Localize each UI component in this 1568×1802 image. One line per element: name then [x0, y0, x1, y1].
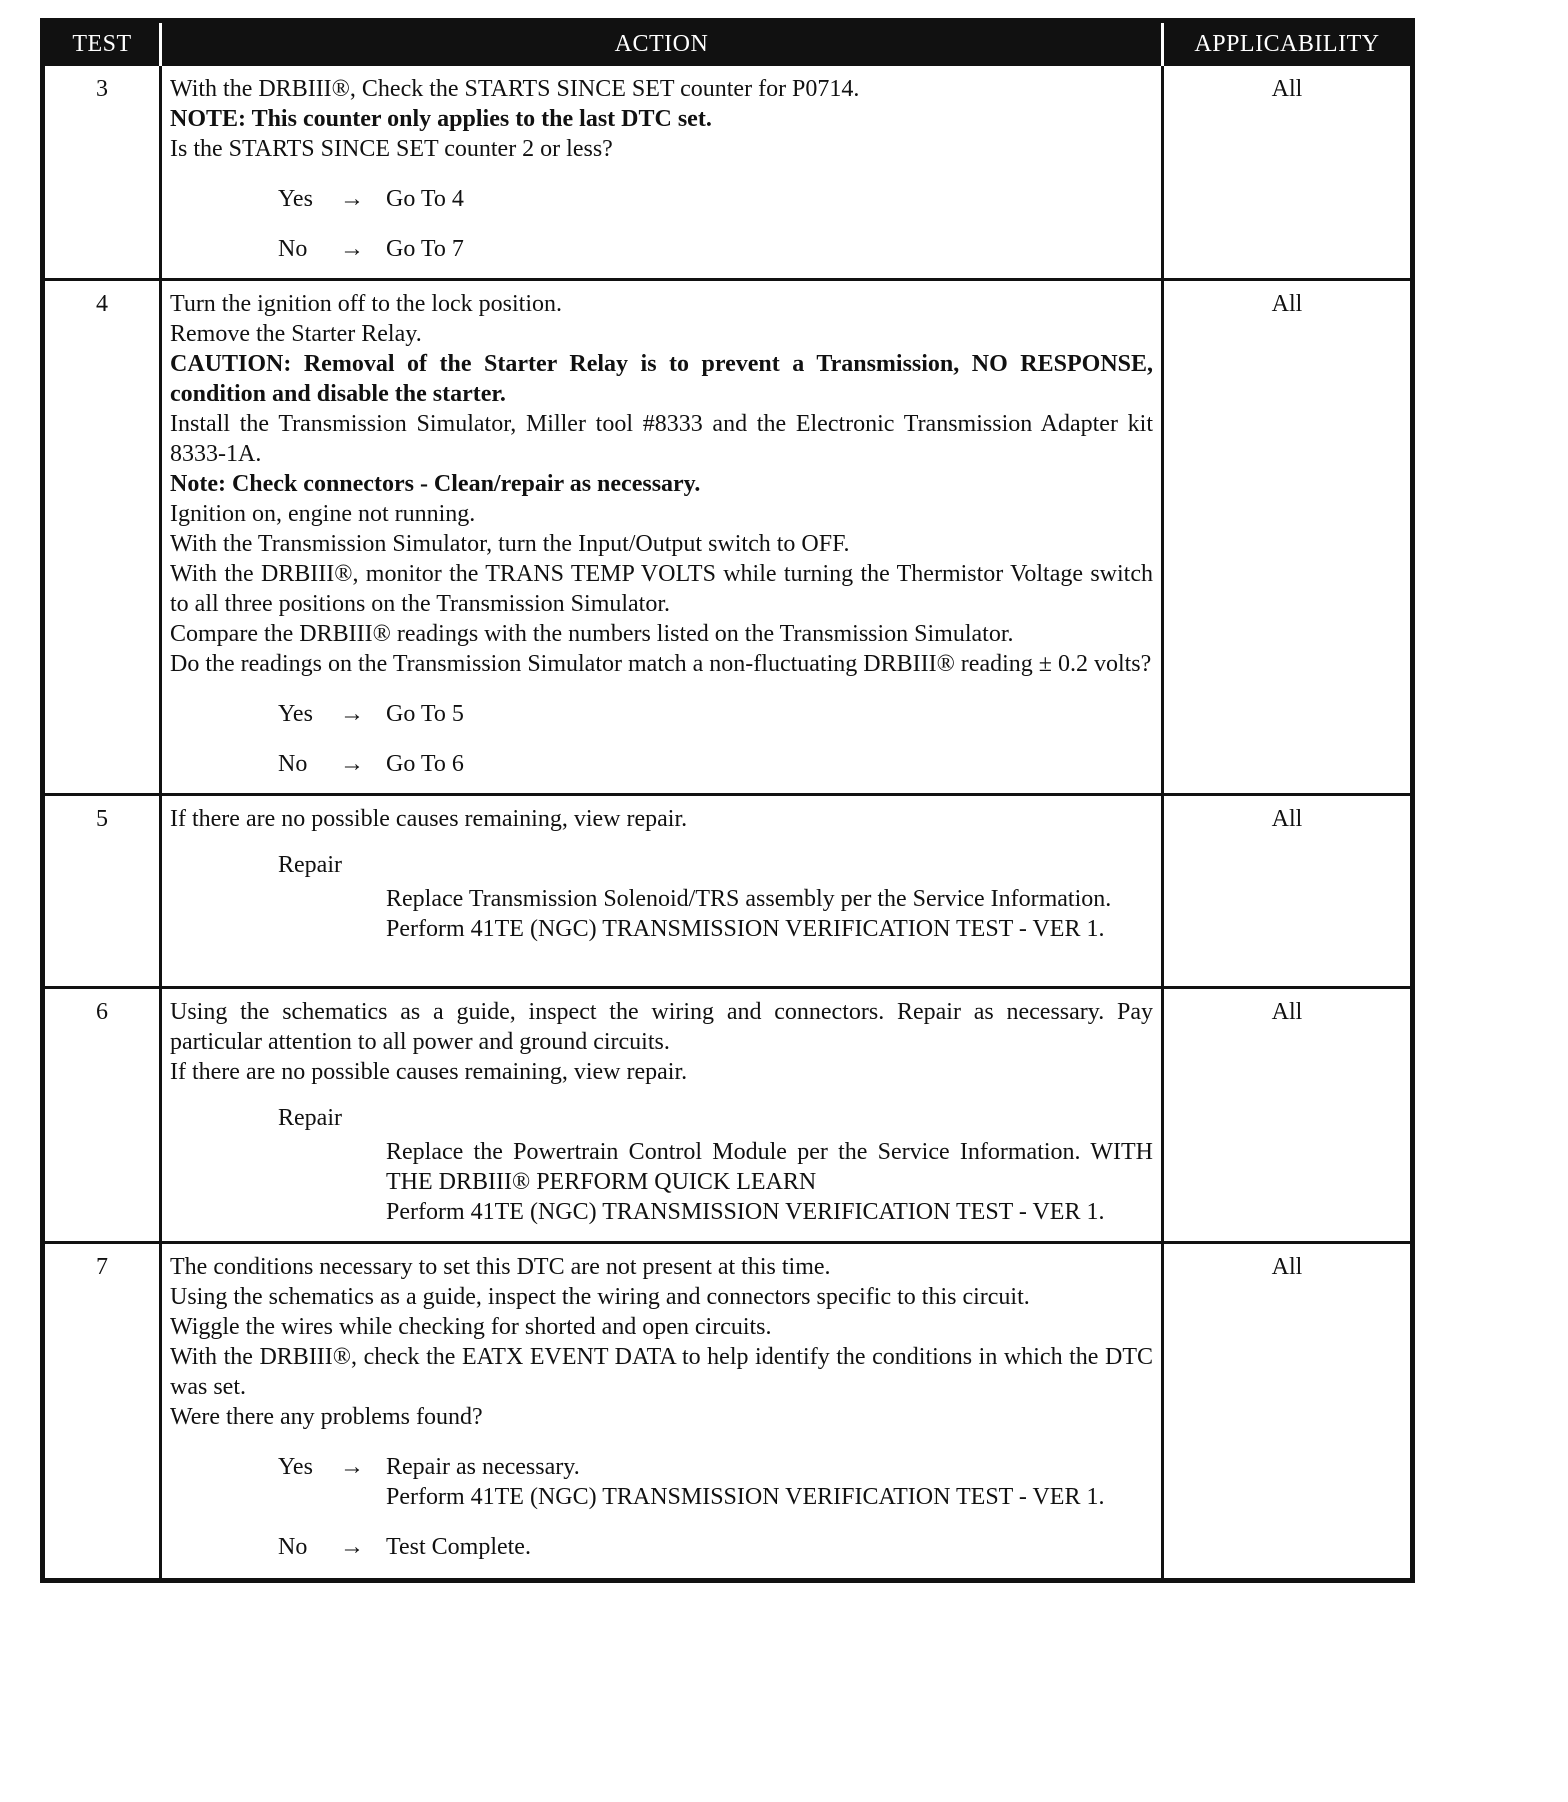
action-line: With the Transmission Simulator, turn the Input/Output switch to OFF.	[170, 531, 850, 557]
repair-line: Perform 41TE (NGC) TRANSMISSION VERIFICATION TEST - VER 1.	[386, 1199, 1105, 1225]
yes-label: Yes	[278, 701, 313, 727]
repair-block	[170, 850, 1153, 944]
action-line: Wiggle the wires while checking for shorted and open circuits.	[170, 1314, 772, 1340]
repair-line: Replace the Powertrain Control Module per the Service Information. WITH THE DRBIII® PERFORM QUICK LEARN	[386, 1139, 1153, 1195]
right-arrow-icon: →	[340, 186, 364, 212]
yes-branch	[170, 699, 1153, 729]
yes-branch	[170, 184, 1153, 214]
no-target: Go To 6	[386, 751, 464, 777]
right-arrow-icon: →	[340, 1534, 364, 1560]
applicability-cell: All	[1163, 280, 1413, 795]
header-action: ACTION	[161, 21, 1163, 65]
test-number: 7	[43, 1243, 161, 1581]
applicability-cell: All	[1163, 1243, 1413, 1581]
yes-target: Go To 4	[386, 186, 464, 212]
question-line: Is the STARTS SINCE SET counter 2 or less?	[170, 136, 613, 162]
repair-block	[170, 1103, 1153, 1227]
no-label: No	[278, 751, 308, 777]
yes-target	[386, 1452, 1153, 1512]
applicability-cell: All	[1163, 988, 1413, 1243]
table-header-row	[43, 21, 1413, 65]
yes-label: Yes	[278, 186, 313, 212]
test-number: 3	[43, 65, 161, 280]
question-line: Do the readings on the Transmission Simulator match a non-fluctuating DRBIII® reading ± 0.2 volts?	[170, 651, 1152, 677]
repair-text	[170, 1137, 1153, 1227]
repair-label: Repair	[278, 852, 342, 878]
action-line: Turn the ignition off to the lock position.	[170, 291, 563, 317]
action-line: With the DRBIII®, monitor the TRANS TEMP VOLTS while turning the Thermistor Voltage switch to all three positions on the Transmission Simulator.	[170, 561, 1153, 617]
no-target: Test Complete.	[386, 1534, 531, 1560]
test-number: 4	[43, 280, 161, 795]
table-row-test-6	[43, 988, 1413, 1243]
action-line: Ignition on, engine not running.	[170, 501, 476, 527]
test-number: 6	[43, 988, 161, 1243]
yes-target: Go To 5	[386, 701, 464, 727]
right-arrow-icon: →	[340, 751, 364, 777]
applicability-cell: All	[1163, 65, 1413, 280]
no-branch	[170, 234, 1153, 264]
right-arrow-icon: →	[340, 236, 364, 262]
right-arrow-icon: →	[340, 701, 364, 727]
repair-text	[170, 884, 1153, 944]
diagnostic-page	[40, 18, 1410, 1583]
no-label: No	[278, 236, 308, 262]
no-branch	[170, 749, 1153, 779]
action-line: If there are no possible causes remaining, view repair.	[170, 806, 688, 832]
action-cell	[161, 988, 1163, 1243]
action-line: Using the schematics as a guide, inspect the wiring and connectors specific to this circuit.	[170, 1284, 1030, 1310]
action-cell	[161, 1243, 1163, 1581]
yes-label: Yes	[278, 1454, 313, 1480]
yes-target-line: Perform 41TE (NGC) TRANSMISSION VERIFICATION TEST - VER 1.	[386, 1484, 1105, 1510]
action-line: Install the Transmission Simulator, Miller tool #8333 and the Electronic Transmission Adapter kit 8333-1A.	[170, 411, 1153, 467]
note-line: Note: Check connectors - Clean/repair as necessary.	[170, 471, 701, 497]
no-label: No	[278, 1534, 308, 1560]
repair-label: Repair	[278, 1105, 342, 1131]
action-line: The conditions necessary to set this DTC are not present at this time.	[170, 1254, 831, 1280]
note-line: NOTE: This counter only applies to the last DTC set.	[170, 106, 712, 132]
action-line: Compare the DRBIII® readings with the numbers listed on the Transmission Simulator.	[170, 621, 1014, 647]
header-test: TEST	[43, 21, 161, 65]
no-target: Go To 7	[386, 236, 464, 262]
action-line: With the DRBIII®, check the EATX EVENT DATA to help identify the conditions in which the DTC was set.	[170, 1344, 1153, 1400]
table-row-test-4	[43, 280, 1413, 795]
yes-branch	[170, 1452, 1153, 1512]
applicability-cell: All	[1163, 795, 1413, 988]
header-applicability: APPLICABILITY	[1163, 21, 1413, 65]
table-row-test-3	[43, 65, 1413, 280]
diagnostic-test-table	[40, 18, 1415, 1583]
right-arrow-icon: →	[340, 1454, 364, 1480]
question-line: Were there any problems found?	[170, 1404, 483, 1430]
no-branch	[170, 1532, 1153, 1562]
table-row-test-5	[43, 795, 1413, 988]
action-cell	[161, 280, 1163, 795]
caution-line: CAUTION: Removal of the Starter Relay is to prevent a Transmission, NO RESPONSE, condition and disable the starter.	[170, 351, 1153, 407]
repair-line: Replace Transmission Solenoid/TRS assembly per the Service Information.	[386, 886, 1112, 912]
action-line: Remove the Starter Relay.	[170, 321, 422, 347]
action-line: If there are no possible causes remaining, view repair.	[170, 1059, 688, 1085]
action-cell	[161, 65, 1163, 280]
repair-line: Perform 41TE (NGC) TRANSMISSION VERIFICATION TEST - VER 1.	[386, 916, 1105, 942]
action-line: With the DRBIII®, Check the STARTS SINCE SET counter for P0714.	[170, 76, 860, 102]
action-line: Using the schematics as a guide, inspect the wiring and connectors. Repair as necessary. Pay particular attention to all power and ground circuits.	[170, 999, 1153, 1055]
test-number: 5	[43, 795, 161, 988]
yes-target-line: Repair as necessary.	[386, 1454, 580, 1480]
action-cell	[161, 795, 1163, 988]
table-row-test-7	[43, 1243, 1413, 1581]
